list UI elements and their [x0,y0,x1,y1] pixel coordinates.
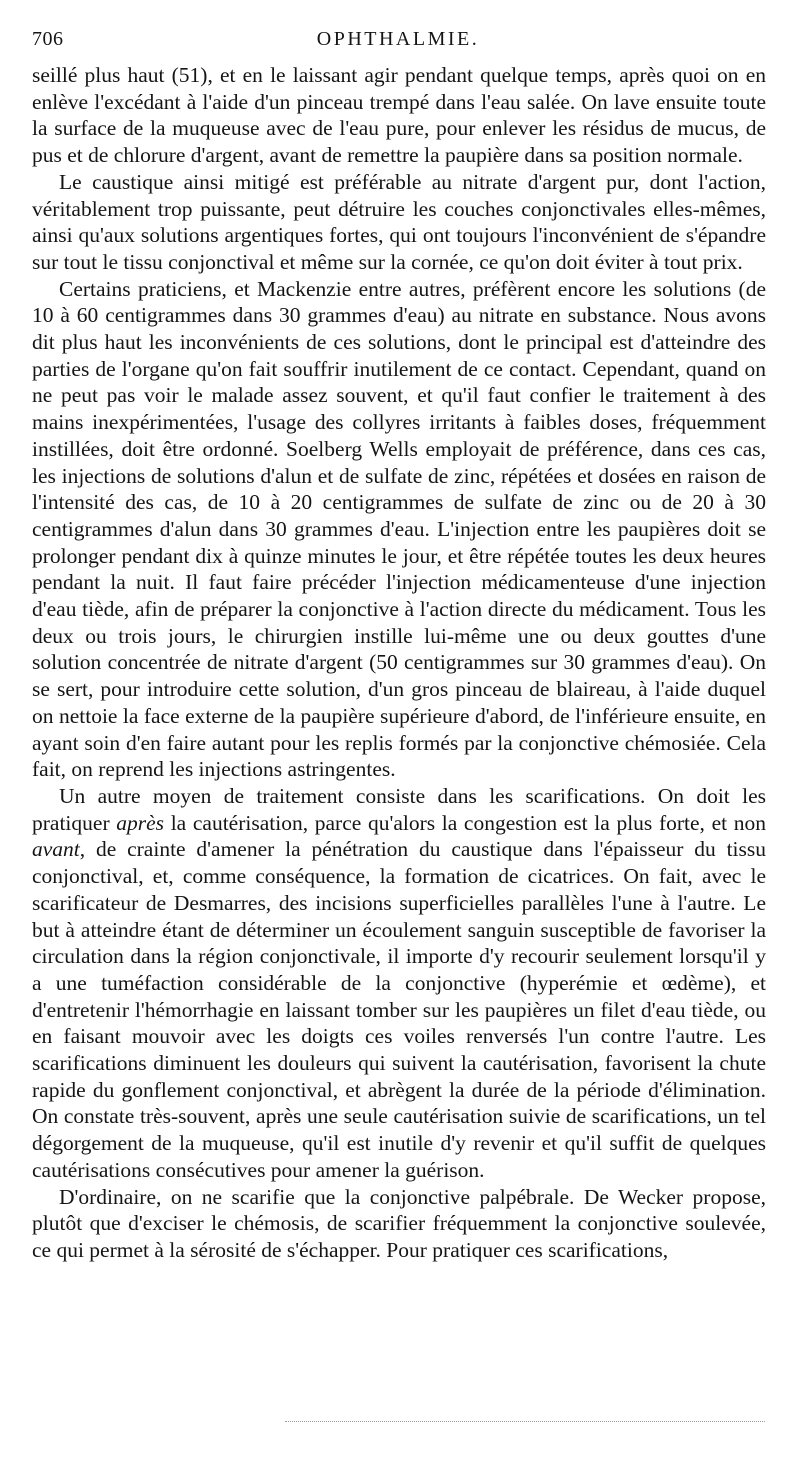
paragraph-scarifications: Un autre moyen de traitement consiste dans les scarifications. On doit les pratiquer après la cautérisation, parce qu'alors la congestion est la plus forte, et non avant, de crainte d'amener la pénétration du caustique dans l'épaisseur du tissu conjonctival, et, comme conséquence, la formation de cicatrices. On fait, avec le scarificateur de Desmarres, des incisions superficielles parallèles l'une à l'autre. Le but à atteindre étant de déterminer un écoulement sanguin susceptible de favoriser la circulation dans la région conjonctivale, il importe d'y recourir seulement lorsqu'il y a une tuméfaction considérable de la conjonctive (hyperémie et œdème), et d'entretenir l'hémorrhagie en laissant tomber sur les paupières un filet d'eau tiède, ou en faisant mouvoir avec les doigts ces voiles renversés l'un contre l'autre. Les scarifications diminuent les douleurs qui suivent la cautérisation, favorisent la chute rapide du gonflement conjonctival, et abrègent la durée de la période d'élimination. On constate très-souvent, après une seule cautérisation suivie de scarifications, un tel dégorgement de la muqueuse, qu'il est inutile d'y revenir et qu'il suffit de quelques cautérisations consécutives pour amener la guérison. [32,783,766,1182]
page-number: 706 [32,28,64,50]
footer-divider [285,1421,765,1422]
emphasis-apres: après [116,810,165,835]
running-title: OPHTHALMIE. [316,28,480,50]
paragraph-continuation: seillé plus haut (51), et en le laissant agir pendant quelque temps, après quoi on en enlève l'excédant à l'aide d'un pinceau trempé dans l'eau salée. On lave ensuite toute la surface de la muqueuse avec de l'eau pure, pour enlever les résidus de mucus, de pus et de chlorure d'argent, avant de remettre la paupière dans sa position normale. [32,63,766,168]
body-text [32,62,766,1264]
paragraph-solutions: Certains praticiens, et Mackenzie entre autres, préfèrent encore les solutions (de 10 à 60 centigrammes dans 30 grammes d'eau) au nitrate en substance. Nous avons dit plus haut les inconvénients de ces solutions, dont le principal est d'atteindre des parties de l'organe qu'on fait souffrir inutilement de ce contact. Cependant, quand on ne peut pas voir le malade assez souvent, et qu'il faut confier le traitement à des mains inexpérimentées, l'usage des collyres irritants à faibles doses, fréquemment instillées, doit être ordonné. Soelberg Wells employait de préférence, dans ces cas, les injections de solutions d'alun et de sulfate de zinc, répétées et dosées en raison de l'intensité des cas, de 10 à 20 centigrammes de sulfate de zinc ou de 20 à 30 centigrammes d'alun dans 30 grammes d'eau. L'injection entre les paupières doit se prolonger pendant dix à quinze minutes le jour, et être répétée toutes les deux heures pendant la nuit. Il faut faire précéder l'injection médicamenteuse d'une injection d'eau tiède, afin de préparer la conjonctive à l'action directe du médicament. Tous les deux ou trois jours, le chirurgien instille lui-même une ou deux gouttes d'une solution concentrée de nitrate d'argent (50 centigrammes sur 30 grammes d'eau). On se sert, pour introduire cette solution, d'un gros pinceau de blaireau, à l'aide duquel on nettoie la face externe de la paupière supérieure d'abord, de l'inférieure ensuite, en ayant soin d'en faire autant pour les replis formés par la conjonctive chémosiée. Cela fait, on reprend les injections astringentes. [32,276,766,782]
page-header [32,28,764,58]
emphasis-avant: avant [32,837,80,862]
paragraph-caustique: Le caustique ainsi mitigé est préférable au nitrate d'argent pur, dont l'action, véritablement trop puissante, peut détruire les couches conjonctivales elles-mêmes, ainsi qu'aux solutions argentiques fortes, qui ont toujours l'inconvénient de s'épandre sur tout le tissu conjonctival et même sur la cornée, ce qu'on doit éviter à tout prix. [32,169,766,274]
paragraph-ordinaire: D'ordinaire, on ne scarifie que la conjonctive palpébrale. De Wecker propose, plutôt que d'exciser le chémosis, de scarifier fréquemment la conjonctive soulevée, ce qui permet à la sérosité de s'échapper. Pour pratiquer ces scarifications, [32,1184,766,1262]
